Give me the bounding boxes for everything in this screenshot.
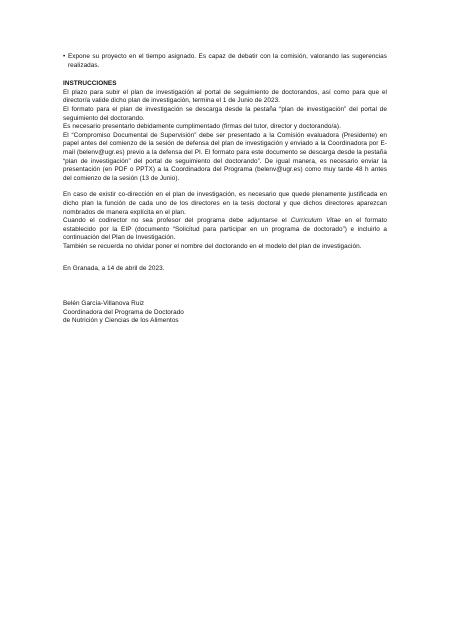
codirection-paragraph-2 xyxy=(63,217,387,243)
codirection-text-start: Cuando el codirector no sea profesor del programa debe adjuntarse el xyxy=(63,217,291,225)
date-line: En Granada, a 14 de abril de 2023. xyxy=(63,265,165,273)
curriculum-vitae-text: Curriculum Vitae xyxy=(290,217,341,225)
spacer xyxy=(63,183,387,191)
instructions-heading: INSTRUCCIONES xyxy=(63,80,117,88)
instructions-paragraph-1: El plazo para subir el plan de investigación al portal de seguimiento de doctorandos, así como para que el director/a valide dicho plan de investigación, termina el 1 de Junio de 2023. xyxy=(63,88,387,105)
signature-name: Belén García-Villanova Ruiz xyxy=(63,300,145,308)
bullet-item xyxy=(63,53,387,70)
instructions-paragraph-4: El “Compromiso Documental de Supervisión” debe ser presentado a la Comisión evaluadora (Presidente) en papel antes del comienzo de la sesión de defensa del plan de investigación y enviado a la Coordinadora por E-mail (belenv@ugr.es) previo a la defensa del PI. El formato para este documento se descarga desde la pestaña “plan de investigación” del portal de seguimiento del doctorando”. De igual manera, es necesario enviar la presentación (en PDF o PPTX) a la Coordinadora del Programa (belenv@ugr.es) como muy tarde 48 h antes del comienzo de la sesión (13 de Junio). xyxy=(63,131,387,182)
signature-role: Coordinadora del Programa de Doctorado xyxy=(63,308,184,316)
signature-program: de Nutrición y Ciencias de los Alimentos xyxy=(63,317,179,325)
codirection-paragraph-3: También se recuerda no olvidar poner el nombre del doctorando en el modelo del plan de investigación. xyxy=(63,242,362,250)
instructions-paragraph-3: Es necesario presentarlo debidamente cumplimentado (firmas del tutor, director y doctorando/a). xyxy=(63,123,341,131)
instructions-paragraph-2: El formato para el plan de investigación se descarga desde la pestaña “plan de investigación” del portal de seguimiento del doctorando. xyxy=(63,105,387,122)
spacer xyxy=(63,251,387,265)
codirection-text-end: en el formato establecido por la EIP (documento “Solicitud para participar en un programa de doctorado”) e incluirlo a continuación del Plan de Investigación. xyxy=(63,217,387,242)
signature-block xyxy=(63,300,387,326)
codirection-paragraph-1: En caso de existir co-dirección en el plan de investigación, es necesario que quede plenamente justificada en dicho plan la función de cada uno de los directores en la tesis doctoral y que dichos directores aparezcan nombrados de manera explícita en el plan. xyxy=(63,191,387,216)
bullet-text: Expone su proyecto en el tiempo asignado. Es capaz de debatir con la comisión, valorando las sugerencias realizadas. xyxy=(68,53,387,69)
spacer xyxy=(63,274,387,300)
document-body xyxy=(63,53,387,326)
bullet-mark: • xyxy=(63,53,66,60)
